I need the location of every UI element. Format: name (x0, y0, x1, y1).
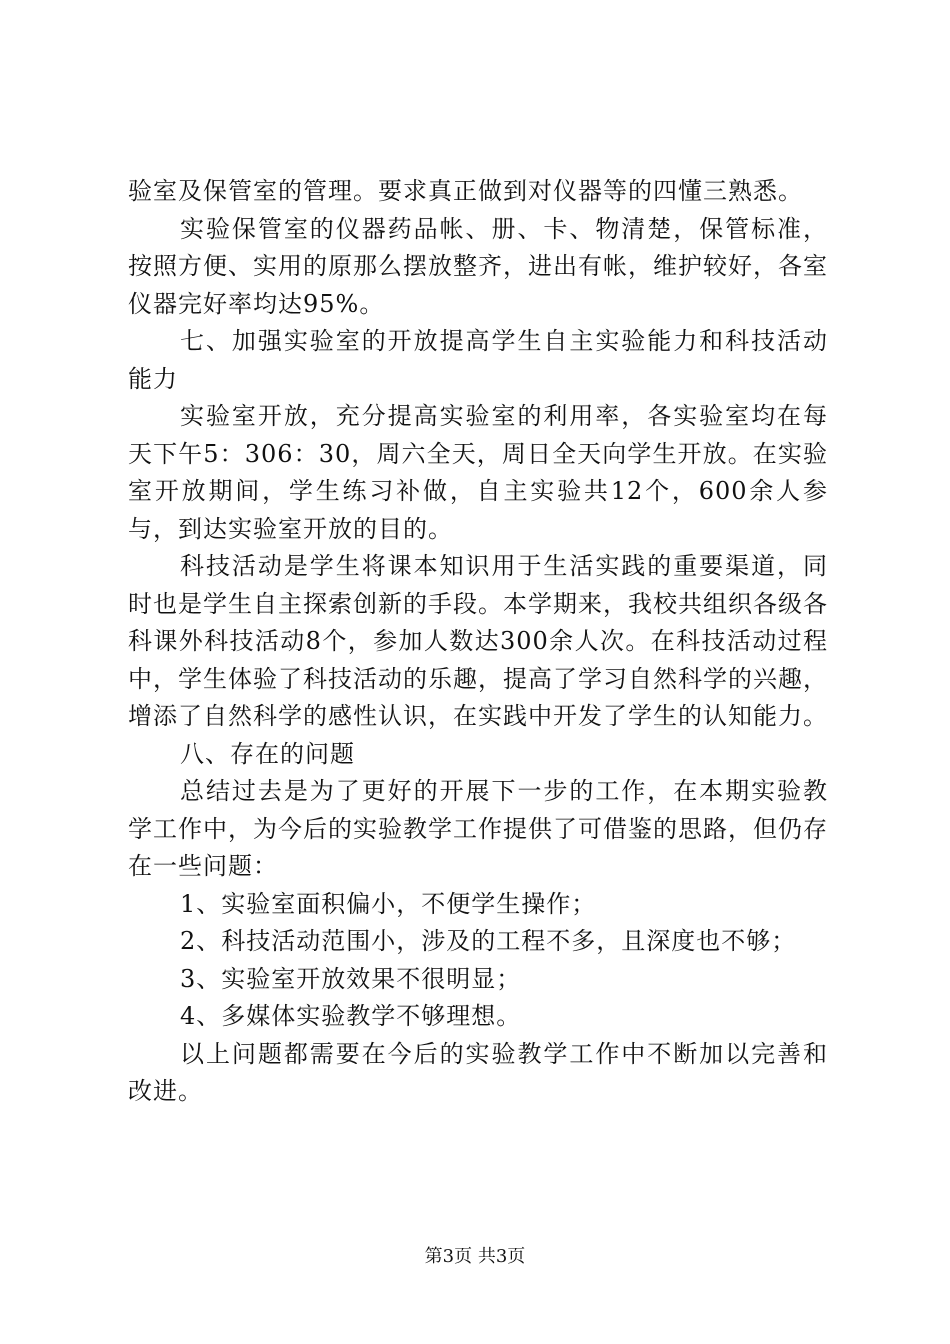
paragraph-conclusion: 以上问题都需要在今后的实验教学工作中不断加以完善和改进。 (128, 1039, 828, 1105)
document-body (128, 173, 828, 1111)
problem-item-1: 1、实验室面积偏小，不便学生操作； (180, 889, 597, 918)
section-heading-seven: 七、加强实验室的开放提高学生自主实验能力和科技活动能力 (128, 327, 828, 393)
problem-item-2: 2、科技活动范围小，涉及的工程不多，且深度也不够； (180, 927, 797, 955)
section-heading-eight: 八、存在的问题 (180, 739, 355, 768)
problem-item-4: 4、多媒体实验教学不够理想。 (180, 1002, 522, 1030)
paragraph-continuation: 验室及保管室的管理。要求真正做到对仪器等的四懂三熟悉。 (128, 177, 803, 205)
paragraph-science-activities: 科技活动是学生将课本知识用于生活实践的重要渠道，同时也是学生自主探索创新的手段。本学期来，我校共组织各级各科课外科技活动8个，参加人数达300余人次。在科技活动过程中，学生体验了科技活动的乐趣，提高了学习自然科学的兴趣，增添了自然科学的感性认识，在实践中开发了学生的认知能力。 (128, 552, 828, 730)
paragraph-summary: 总结过去是为了更好的开展下一步的工作，在本期实验教学工作中，为今后的实验教学工作提供了可借鉴的思路，但仍存在一些问题： (128, 777, 828, 880)
paragraph-storage-management: 实验保管室的仪器药品帐、册、卡、物清楚，保管标准，按照方便、实用的原那么摆放整齐，进出有帐，维护较好，各室仪器完好率均达95%。 (128, 214, 828, 318)
paragraph-lab-opening: 实验室开放，充分提高实验室的利用率，各实验室均在每天下午5：306：30，周六全天，周日全天向学生开放。在实验室开放期间，学生练习补做，自主实验共12个，600余人参与，到达实验室开放的目的。 (128, 402, 828, 543)
page-footer: 第3页 共3页 (424, 1246, 526, 1267)
problem-item-3: 3、实验室开放效果不很明显； (180, 964, 522, 993)
